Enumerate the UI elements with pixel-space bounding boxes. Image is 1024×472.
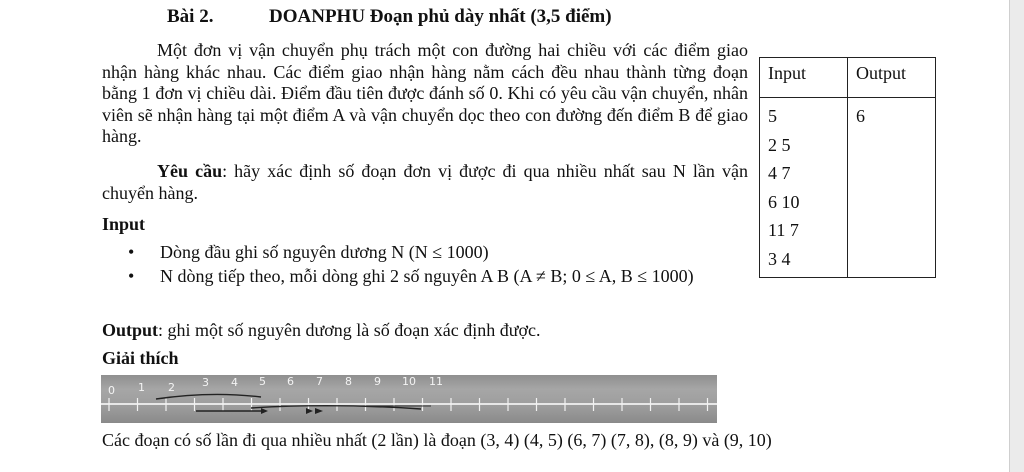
tick-label: 6 (287, 375, 294, 388)
number-line-figure (101, 375, 717, 423)
requirement-label: Yêu cầu (157, 161, 223, 181)
tick-label: 8 (345, 375, 352, 388)
output-column-header: Output (848, 58, 936, 98)
arrowhead-icon (306, 408, 313, 414)
sample-output-cell (848, 98, 936, 278)
tick-label: 9 (374, 375, 381, 388)
input-bullet-list (128, 242, 748, 289)
sample-input-line: 3 4 (768, 248, 791, 269)
arrowhead-icon (261, 408, 268, 414)
trip-arc (156, 394, 261, 399)
sample-input-line: 6 10 (768, 191, 800, 212)
sample-input-line: 11 7 (768, 220, 799, 240)
tick-label: 5 (259, 375, 266, 388)
input-heading: Input (102, 214, 146, 234)
tick-label: 7 (316, 375, 323, 388)
output-label: Output (102, 320, 159, 340)
requirement-text: : hãy xác định số đoạn đơn vị được đi qua nhiều nhất sau N lần vận chuyển hàng. (102, 161, 748, 203)
conclusion-text: Các đoạn có số lần đi qua nhiều nhất (2 lần) là đoạn (3, 4) (4, 5) (6, 7) (7, 8), (8, 9) và (9, 10) (102, 430, 772, 450)
problem-name: DOANPHU Đoạn phủ dày nhất (3,5 điểm) (269, 6, 612, 27)
input-column-header: Input (760, 58, 848, 98)
sample-output-line: 6 (856, 106, 865, 126)
statement-paragraph (102, 40, 748, 148)
tick-label: 11 (429, 375, 443, 388)
requirement-paragraph (102, 161, 748, 204)
input-bullet-item: • N dòng tiếp theo, mỗi dòng ghi 2 số nguyên A B (A ≠ B; 0 ≤ A, B ≤ 1000) (128, 266, 748, 288)
tick-label: 0 (108, 384, 115, 397)
problem-label: Bài 2. (167, 6, 214, 27)
tick-label: 3 (202, 376, 209, 389)
table-header-row (760, 58, 936, 98)
number-line-svg (101, 375, 717, 423)
window-edge (1009, 0, 1024, 472)
sample-input-line: 4 7 (768, 163, 791, 183)
sample-input-line: 2 5 (768, 134, 791, 155)
sample-input-line: 5 (768, 106, 777, 126)
input-bullet-item: • Dòng đầu ghi số nguyên dương N (N ≤ 1000) (128, 242, 748, 264)
table-row (760, 98, 936, 278)
tick-label-group (108, 375, 443, 397)
tick-label: 2 (168, 381, 175, 394)
arrowhead-icon (315, 408, 323, 414)
sample-io-table (759, 57, 936, 278)
explanation-heading: Giải thích (102, 348, 179, 368)
tick-label: 10 (402, 375, 416, 388)
tick-label: 4 (231, 376, 238, 389)
statement-text: Một đơn vị vận chuyển phụ trách một con đường hai chiều với các điểm giao nhận hàng khác nhau. Các điểm giao nhận hàng nằm cách đều nhau thành từng đoạn bằng 1 đơn vị chiều dài. Điểm đầu tiên được đánh số 0. Khi có yêu cầu vận chuyển, nhân viên sẽ nhận hàng tại một điểm A và vận chuyển dọc theo con đường đến điểm B để giao hàng. (102, 40, 748, 146)
problem-title (167, 6, 612, 28)
output-description (102, 320, 541, 341)
tick-label: 1 (138, 381, 145, 394)
sample-input-cell (760, 98, 848, 278)
output-text: : ghi một số nguyên dương là số đoạn xác định được. (158, 320, 541, 340)
